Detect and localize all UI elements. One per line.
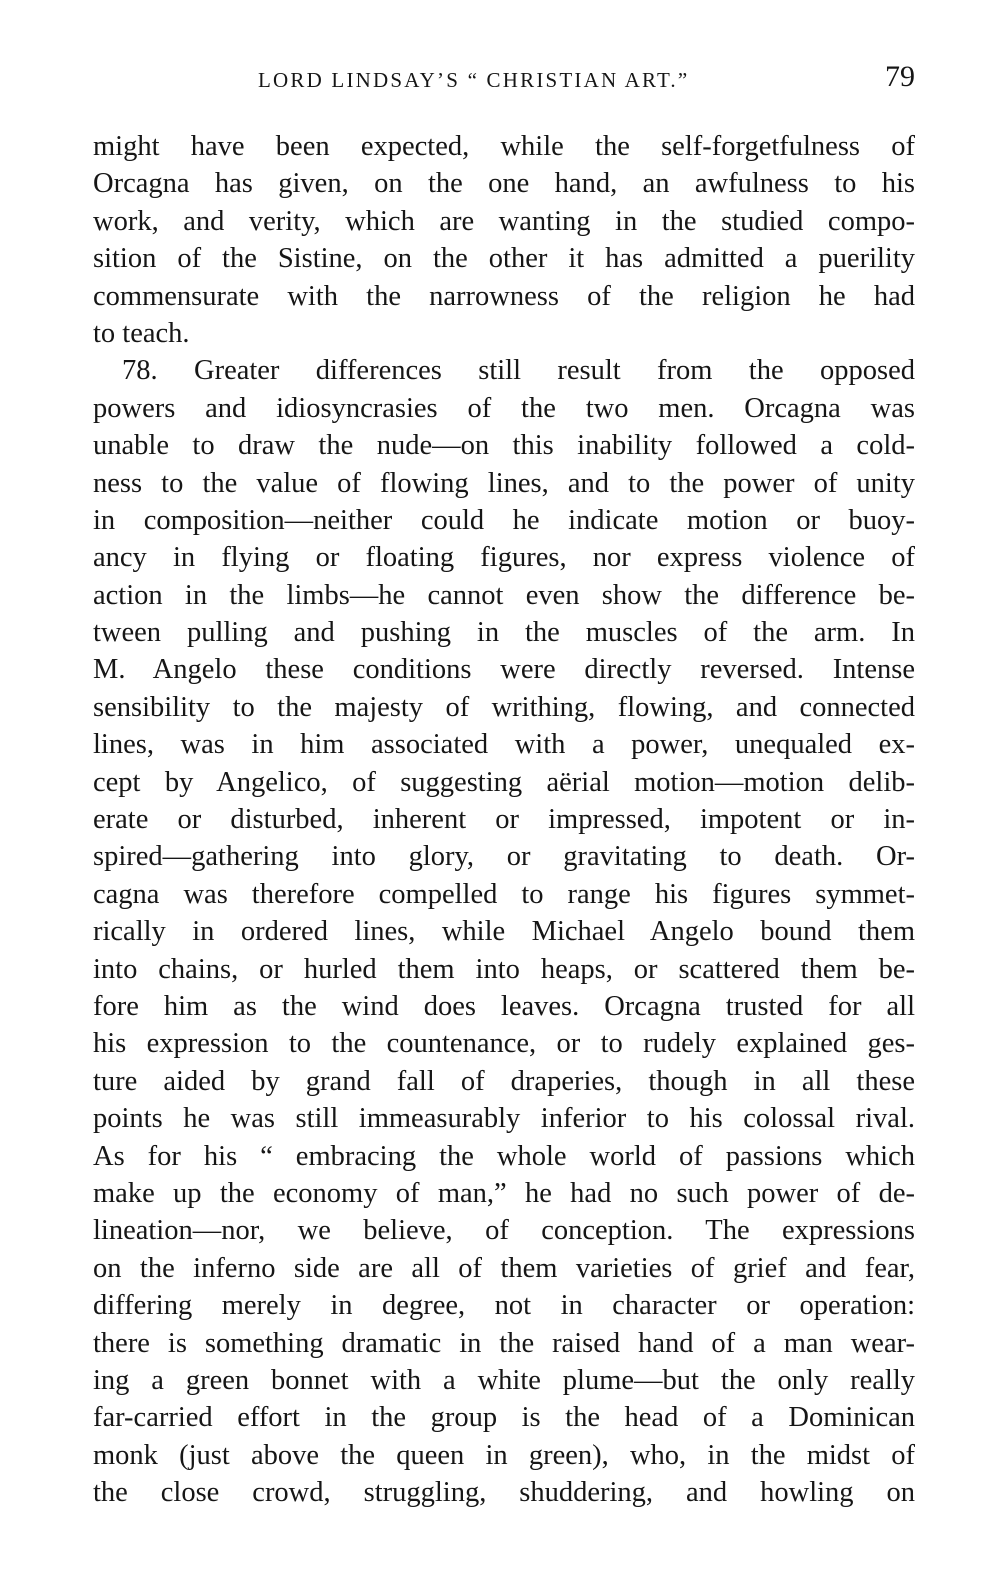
text-line: to teach. — [93, 317, 190, 349]
text-line: into chains, or hurled them into heaps, or scattered them be- — [93, 953, 915, 985]
text-line: the close crowd, struggling, shuddering, and howling on — [93, 1477, 915, 1509]
text-line: sensibility to the majesty of writhing, flowing, and connected — [93, 691, 915, 723]
text-line: make up the economy of man,” he had no such power of de- — [93, 1177, 915, 1209]
text-line: in composition—neither could he indicate motion or buoy- — [93, 504, 915, 536]
text-line: tween pulling and pushing in the muscles of the arm. In — [93, 617, 915, 649]
running-head — [93, 60, 915, 100]
text-line: points he was still immeasurably inferior to his colossal rival. — [93, 1103, 915, 1135]
text-line: ture aided by grand fall of draperies, though in all these — [93, 1065, 915, 1097]
text-line: work, and verity, which are wanting in the studied compo- — [93, 205, 915, 237]
text-line: action in the limbs—he cannot even show the difference be- — [93, 579, 915, 611]
text-line: ancy in flying or floating figures, nor express violence of — [93, 542, 915, 574]
text-line: powers and idiosyncrasies of the two men. Orcagna was — [93, 392, 915, 424]
text-line: far-carried effort in the group is the head of a Dominican — [93, 1402, 915, 1434]
text-line: there is something dramatic in the raised hand of a man wear- — [93, 1327, 915, 1359]
text-line: unable to draw the nude—on this inability followed a cold- — [93, 430, 915, 462]
text-line: commensurate with the narrowness of the religion he had — [93, 280, 915, 312]
text-line: cagna was therefore compelled to range his figures symmet- — [93, 878, 915, 910]
text-line: might have been expected, while the self-forgetfulness of — [93, 131, 915, 162]
text-line: lines, was in him associated with a power, unequaled ex- — [93, 729, 915, 761]
text-line: ness to the value of flowing lines, and to the power of unity — [93, 467, 915, 499]
paragraph-start-line: 78. Greater differences still result from the opposed — [122, 355, 915, 387]
text-line: differing merely in degree, not in character or operation: — [93, 1290, 915, 1322]
running-title: LORD LINDSAY’S “ CHRISTIAN ART.” — [258, 68, 690, 92]
page-number: 79 — [885, 60, 915, 93]
text-line: M. Angelo these conditions were directly reversed. Intense — [93, 654, 915, 686]
text-line: ing a green bonnet with a white plume—but the only really — [93, 1364, 915, 1396]
text-line: fore him as the wind does leaves. Orcagna trusted for all — [93, 990, 915, 1022]
text-line: cept by Angelico, of suggesting aërial motion—motion delib- — [93, 766, 915, 798]
text-line: erate or disturbed, inherent or impressed, impotent or in- — [93, 804, 915, 836]
text-line: monk (just above the queen in green), who, in the midst of — [93, 1439, 915, 1471]
text-line: his expression to the countenance, or to rudely explained ges- — [93, 1028, 915, 1060]
text-line: lineation—nor, we believe, of conception. The expressions — [93, 1215, 915, 1247]
text-line: on the inferno side are all of them varieties of grief and fear, — [93, 1252, 915, 1284]
text-line: As for his “ embracing the whole world of passions which — [93, 1140, 915, 1172]
text-line: sition of the Sistine, on the other it has admitted a puerility — [93, 243, 915, 275]
text-line: Orcagna has given, on the one hand, an awfulness to his — [93, 168, 915, 200]
text-line: spired—gathering into glory, or gravitating to death. Or- — [93, 841, 915, 873]
body-text — [93, 128, 915, 1511]
text-line: rically in ordered lines, while Michael Angelo bound them — [93, 916, 915, 948]
